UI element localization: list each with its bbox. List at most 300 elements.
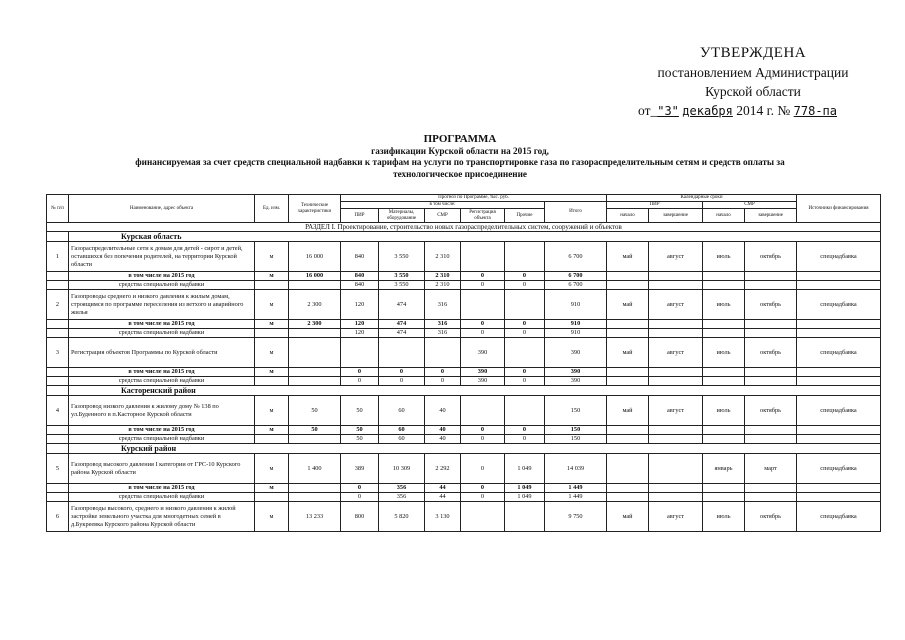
tech-cell <box>289 377 341 386</box>
value-smr: 0 <box>425 368 461 377</box>
value-mat: 0 <box>379 368 425 377</box>
value-oth <box>505 502 545 532</box>
tech-cell: 2 300 <box>289 290 341 320</box>
table-row <box>47 338 881 368</box>
value-reg: 390 <box>461 377 505 386</box>
value-pir: 50 <box>341 435 379 444</box>
empty-cell <box>797 329 881 338</box>
value-smr: 44 <box>425 484 461 493</box>
value-pir: 120 <box>341 320 379 329</box>
value-mat: 3 550 <box>379 272 425 281</box>
value-tot: 6 700 <box>545 242 607 272</box>
source-cell: спецнадбавка <box>797 454 881 484</box>
value-oth <box>505 290 545 320</box>
header-start-smr: начало <box>703 209 745 223</box>
region-num-cell <box>47 232 69 242</box>
value-tot: 910 <box>545 320 607 329</box>
empty-cell <box>745 368 797 377</box>
calendar-s1: май <box>607 502 649 532</box>
value-pir: 840 <box>341 272 379 281</box>
region-row <box>47 232 881 242</box>
empty-cell <box>703 281 745 290</box>
value-smr: 40 <box>425 435 461 444</box>
tech-cell: 50 <box>289 396 341 426</box>
value-oth: 1 049 <box>505 484 545 493</box>
value-tot: 150 <box>545 396 607 426</box>
tech-cell: 16 000 <box>289 272 341 281</box>
empty-cell <box>607 281 649 290</box>
tech-cell: 1 400 <box>289 454 341 484</box>
subtotal-row <box>47 272 881 281</box>
row-number: 4 <box>47 396 69 426</box>
empty-cell <box>797 281 881 290</box>
empty-num-cell <box>47 320 69 329</box>
value-mat: 5 820 <box>379 502 425 532</box>
value-pir: 120 <box>341 290 379 320</box>
value-oth <box>505 396 545 426</box>
calendar-e2: октябрь <box>745 502 797 532</box>
value-mat: 474 <box>379 320 425 329</box>
table-header <box>47 195 881 223</box>
calendar-s1 <box>607 454 649 484</box>
empty-cell <box>797 493 881 502</box>
empty-num-cell <box>47 329 69 338</box>
value-mat: 10 309 <box>379 454 425 484</box>
value-oth: 0 <box>505 281 545 290</box>
value-reg: 0 <box>461 329 505 338</box>
value-reg: 0 <box>461 435 505 444</box>
empty-num-cell <box>47 484 69 493</box>
header-end-smr: завершение <box>745 209 797 223</box>
tech-cell <box>289 484 341 493</box>
source-cell: спецнадбавка <box>797 242 881 272</box>
approval-line-3: Курской области <box>705 84 801 99</box>
value-oth: 0 <box>505 272 545 281</box>
empty-num-cell <box>47 426 69 435</box>
empty-cell <box>607 272 649 281</box>
tech-cell: 13 233 <box>289 502 341 532</box>
value-pir: 800 <box>341 502 379 532</box>
value-mat: 3 550 <box>379 242 425 272</box>
empty-cell <box>797 272 881 281</box>
approval-date-line <box>628 101 878 121</box>
object-name: Регистрация объектов Программы по Курской области <box>69 338 255 368</box>
header-cal-smr: СМР <box>703 202 797 209</box>
approval-line-2: постановлением Администрации <box>657 65 849 80</box>
empty-cell <box>649 272 703 281</box>
row-number: 6 <box>47 502 69 532</box>
value-mat: 60 <box>379 396 425 426</box>
value-pir <box>341 338 379 368</box>
empty-cell <box>703 320 745 329</box>
empty-cell <box>745 484 797 493</box>
document-title <box>40 134 880 180</box>
empty-num-cell <box>47 272 69 281</box>
unit-cell <box>255 435 289 444</box>
table-body <box>47 223 881 532</box>
value-reg: 390 <box>461 338 505 368</box>
value-pir: 840 <box>341 281 379 290</box>
empty-num-cell <box>47 368 69 377</box>
header-smr: СМР <box>425 209 461 223</box>
object-name: Газопроводы среднего и низкого давления к жилым домам, строящимся по программе переселения из ветхого и аварийного жилья <box>69 290 255 320</box>
funding-row <box>47 377 881 386</box>
subtotal-row <box>47 320 881 329</box>
value-smr: 2 310 <box>425 242 461 272</box>
source-cell: спецнадбавка <box>797 290 881 320</box>
value-pir: 0 <box>341 377 379 386</box>
date-year: 2014 г. № <box>736 103 791 118</box>
value-mat: 356 <box>379 484 425 493</box>
value-reg: 0 <box>461 320 505 329</box>
value-oth: 0 <box>505 435 545 444</box>
value-tot: 910 <box>545 290 607 320</box>
object-name: Газопровод высокого давления I категории от ГРС-10 Курского района Курской области <box>69 454 255 484</box>
region-name: Курская область <box>69 232 881 242</box>
tech-cell <box>289 329 341 338</box>
value-tot: 6 700 <box>545 281 607 290</box>
row-number: 5 <box>47 454 69 484</box>
region-num-cell <box>47 444 69 454</box>
calendar-s2: июль <box>703 502 745 532</box>
value-oth: 1 049 <box>505 493 545 502</box>
value-mat: 474 <box>379 329 425 338</box>
value-tot: 390 <box>545 338 607 368</box>
value-reg: 390 <box>461 368 505 377</box>
calendar-s2: январь <box>703 454 745 484</box>
header-sources: Источники финансирования <box>797 195 881 223</box>
empty-cell <box>703 493 745 502</box>
empty-cell <box>703 484 745 493</box>
value-tot: 150 <box>545 426 607 435</box>
value-tot: 9 750 <box>545 502 607 532</box>
row-number: 3 <box>47 338 69 368</box>
date-day: "3" <box>657 104 679 118</box>
empty-cell <box>649 281 703 290</box>
empty-cell <box>607 435 649 444</box>
title-line-4: технологическое присоединение <box>393 168 527 179</box>
row-number: 1 <box>47 242 69 272</box>
value-reg <box>461 290 505 320</box>
funding-row <box>47 435 881 444</box>
value-reg <box>461 242 505 272</box>
unit-cell: м <box>255 454 289 484</box>
tech-cell <box>289 435 341 444</box>
value-smr: 2 292 <box>425 454 461 484</box>
empty-cell <box>797 435 881 444</box>
value-oth: 0 <box>505 368 545 377</box>
unit-cell: м <box>255 290 289 320</box>
empty-cell <box>607 320 649 329</box>
empty-cell <box>745 426 797 435</box>
unit-cell: м <box>255 338 289 368</box>
empty-cell <box>797 426 881 435</box>
value-reg: 0 <box>461 454 505 484</box>
value-smr: 316 <box>425 320 461 329</box>
value-reg: 0 <box>461 272 505 281</box>
unit-cell <box>255 377 289 386</box>
tech-cell <box>289 281 341 290</box>
empty-cell <box>607 377 649 386</box>
value-smr: 2 310 <box>425 272 461 281</box>
source-cell: спецнадбавка <box>797 502 881 532</box>
value-smr: 3 130 <box>425 502 461 532</box>
unit-cell: м <box>255 368 289 377</box>
empty-cell <box>797 377 881 386</box>
subtotal-label: в том числе на 2015 год <box>69 320 255 329</box>
funding-label: средства специальной надбавки <box>69 377 255 386</box>
value-pir: 50 <box>341 426 379 435</box>
empty-cell <box>649 368 703 377</box>
empty-num-cell <box>47 493 69 502</box>
value-smr: 316 <box>425 329 461 338</box>
empty-cell <box>745 272 797 281</box>
calendar-e1: август <box>649 502 703 532</box>
region-name: Касторенский район <box>69 386 881 396</box>
empty-cell <box>649 426 703 435</box>
subtotal-label: в том числе на 2015 год <box>69 272 255 281</box>
empty-cell <box>797 320 881 329</box>
empty-cell <box>607 368 649 377</box>
region-row <box>47 386 881 396</box>
value-tot: 6 700 <box>545 272 607 281</box>
approval-heading: УТВЕРЖДЕНА <box>699 45 807 61</box>
value-mat: 60 <box>379 435 425 444</box>
value-oth: 0 <box>505 329 545 338</box>
unit-cell: м <box>255 272 289 281</box>
empty-cell <box>607 329 649 338</box>
section-title: РАЗДЕЛ I. Проектирование, строительство новых газораспределительных систем, сооружений и объектов <box>47 223 881 232</box>
title-line-3: финансируемая за счет средств специальной надбавки к тарифам на услуги по транспортировке газа по газораспределительным сетям и средств оплаты за <box>135 157 785 167</box>
empty-cell <box>607 484 649 493</box>
empty-cell <box>703 435 745 444</box>
unit-cell: м <box>255 242 289 272</box>
calendar-s2: июль <box>703 242 745 272</box>
value-reg <box>461 396 505 426</box>
empty-cell <box>703 426 745 435</box>
calendar-e2: октябрь <box>745 290 797 320</box>
unit-cell: м <box>255 396 289 426</box>
calendar-e1: август <box>649 290 703 320</box>
value-reg: 0 <box>461 493 505 502</box>
calendar-e1 <box>649 454 703 484</box>
value-tot: 1 449 <box>545 484 607 493</box>
tech-cell <box>289 338 341 368</box>
header-cal-pir: ПИР <box>607 202 703 209</box>
unit-cell: м <box>255 320 289 329</box>
value-tot: 390 <box>545 377 607 386</box>
empty-cell <box>607 426 649 435</box>
funding-row <box>47 281 881 290</box>
calendar-s1: май <box>607 290 649 320</box>
value-mat: 0 <box>379 377 425 386</box>
value-tot: 910 <box>545 329 607 338</box>
value-tot: 150 <box>545 435 607 444</box>
tech-cell <box>289 493 341 502</box>
subtotal-label: в том числе на 2015 год <box>69 368 255 377</box>
value-mat: 356 <box>379 493 425 502</box>
value-pir: 0 <box>341 484 379 493</box>
approval-stamp <box>628 44 878 121</box>
empty-cell <box>745 377 797 386</box>
calendar-s2: июль <box>703 290 745 320</box>
value-oth: 0 <box>505 377 545 386</box>
value-pir: 50 <box>341 396 379 426</box>
value-pir: 0 <box>341 493 379 502</box>
header-total: Итого <box>545 202 607 223</box>
calendar-s2: июль <box>703 338 745 368</box>
value-pir: 120 <box>341 329 379 338</box>
decree-number: 778-па <box>793 104 838 118</box>
title-line-1: ПРОГРАММА <box>423 133 497 145</box>
header-registration: Регистрация объекта <box>461 209 505 223</box>
funding-label: средства специальной надбавки <box>69 435 255 444</box>
value-oth: 0 <box>505 426 545 435</box>
value-mat: 3 550 <box>379 281 425 290</box>
tech-cell: 2 300 <box>289 320 341 329</box>
empty-cell <box>745 329 797 338</box>
header-num: № п/п <box>47 195 69 223</box>
value-mat: 474 <box>379 290 425 320</box>
value-pir: 840 <box>341 242 379 272</box>
region-row <box>47 444 881 454</box>
value-smr: 40 <box>425 426 461 435</box>
empty-cell <box>797 368 881 377</box>
value-reg <box>461 502 505 532</box>
value-oth <box>505 338 545 368</box>
value-tot: 390 <box>545 368 607 377</box>
table-row <box>47 290 881 320</box>
row-number: 2 <box>47 290 69 320</box>
header-unit: Ед. изм. <box>255 195 289 223</box>
subtotal-label: в том числе на 2015 год <box>69 426 255 435</box>
object-name: Газопроводы высокого, среднего и низкого давления к жилой застройке земельного участка для многодетных семей в д.Букреевка Курского района Курской области <box>69 502 255 532</box>
header-program-group: Прогноз по Программе, тыс. руб. <box>341 195 607 202</box>
program-table <box>46 194 881 532</box>
subtotal-row <box>47 426 881 435</box>
object-name: Газораспределительные сети к домам для детей - сирот и детей, оставшихся без попечения родителей, на территории Курской области <box>69 242 255 272</box>
calendar-e1: август <box>649 242 703 272</box>
subtotal-row <box>47 368 881 377</box>
value-reg: 0 <box>461 484 505 493</box>
calendar-e2: октябрь <box>745 396 797 426</box>
title-line-2: газификации Курской области на 2015 год, <box>371 145 549 156</box>
value-smr: 40 <box>425 396 461 426</box>
tech-cell: 50 <box>289 426 341 435</box>
unit-cell <box>255 281 289 290</box>
date-prefix: от_ <box>638 103 658 118</box>
empty-cell <box>797 484 881 493</box>
value-oth: 0 <box>505 320 545 329</box>
object-name: Газопровод низкого давления к жилому дому № 138 по ул.Буденного в п.Касторное Курской области <box>69 396 255 426</box>
table-row <box>47 502 881 532</box>
empty-num-cell <box>47 281 69 290</box>
unit-cell: м <box>255 502 289 532</box>
empty-cell <box>607 493 649 502</box>
unit-cell: м <box>255 484 289 493</box>
empty-cell <box>649 484 703 493</box>
unit-cell: м <box>255 426 289 435</box>
empty-cell <box>703 272 745 281</box>
header-calendar: Календарные сроки <box>607 195 797 202</box>
unit-cell <box>255 493 289 502</box>
header-materials: Материалы, оборудование <box>379 209 425 223</box>
header-other: Прочие <box>505 209 545 223</box>
empty-num-cell <box>47 377 69 386</box>
empty-cell <box>649 493 703 502</box>
header-name: Наименование, адрес объекта <box>69 195 255 223</box>
calendar-e1: август <box>649 338 703 368</box>
funding-row <box>47 493 881 502</box>
value-mat: 60 <box>379 426 425 435</box>
empty-cell <box>649 435 703 444</box>
empty-cell <box>745 320 797 329</box>
header-pir: ПИР <box>341 209 379 223</box>
value-oth <box>505 242 545 272</box>
empty-cell <box>703 329 745 338</box>
empty-cell <box>649 377 703 386</box>
funding-label: средства специальной надбавки <box>69 329 255 338</box>
empty-cell <box>649 320 703 329</box>
unit-cell <box>255 329 289 338</box>
empty-cell <box>745 435 797 444</box>
value-mat <box>379 338 425 368</box>
value-reg: 0 <box>461 426 505 435</box>
source-cell: спецнадбавка <box>797 338 881 368</box>
value-smr: 2 310 <box>425 281 461 290</box>
empty-cell <box>649 329 703 338</box>
date-month: декабря <box>682 104 733 118</box>
header-tech: Технические характеристики <box>289 195 341 223</box>
funding-label: средства специальной надбавки <box>69 281 255 290</box>
empty-cell <box>745 281 797 290</box>
subtotal-label: в том числе на 2015 год <box>69 484 255 493</box>
subtotal-row <box>47 484 881 493</box>
value-smr <box>425 338 461 368</box>
value-oth: 1 049 <box>505 454 545 484</box>
calendar-e2: октябрь <box>745 242 797 272</box>
value-smr: 0 <box>425 377 461 386</box>
header-end-pir: завершение <box>649 209 703 223</box>
empty-cell <box>703 368 745 377</box>
value-pir: 0 <box>341 368 379 377</box>
tech-cell <box>289 368 341 377</box>
value-smr: 44 <box>425 493 461 502</box>
value-tot: 1 449 <box>545 493 607 502</box>
empty-cell <box>703 377 745 386</box>
calendar-s1: май <box>607 242 649 272</box>
value-pir: 389 <box>341 454 379 484</box>
empty-num-cell <box>47 435 69 444</box>
table-row <box>47 396 881 426</box>
calendar-s2: июль <box>703 396 745 426</box>
table-row <box>47 242 881 272</box>
calendar-e2: март <box>745 454 797 484</box>
header-including: в том числе: <box>341 202 545 209</box>
value-tot: 14 039 <box>545 454 607 484</box>
empty-cell <box>745 493 797 502</box>
calendar-e1: август <box>649 396 703 426</box>
tech-cell: 16 000 <box>289 242 341 272</box>
calendar-s1: май <box>607 338 649 368</box>
region-num-cell <box>47 386 69 396</box>
calendar-s1: май <box>607 396 649 426</box>
funding-label: средства специальной надбавки <box>69 493 255 502</box>
value-smr: 316 <box>425 290 461 320</box>
source-cell: спецнадбавка <box>797 396 881 426</box>
calendar-e2: октябрь <box>745 338 797 368</box>
header-start-pir: начало <box>607 209 649 223</box>
